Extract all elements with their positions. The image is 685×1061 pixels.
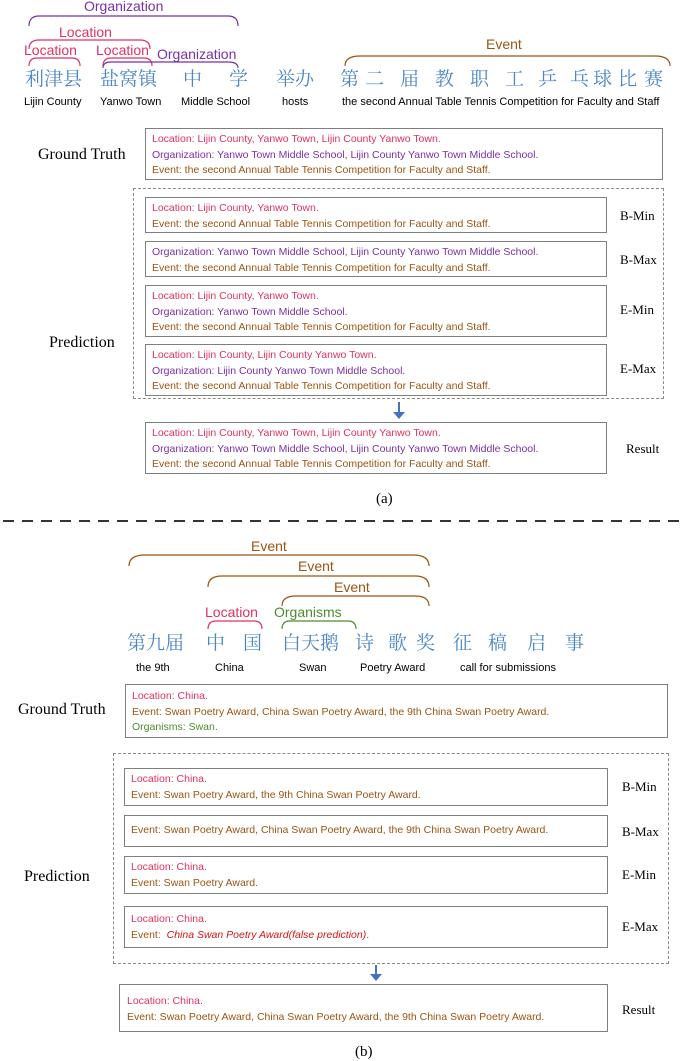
tag-emin: E-Min (622, 867, 656, 882)
cjk-token: 盐窝镇 (100, 68, 158, 90)
cjk-token: 二 (365, 68, 385, 90)
event-line: Event: Swan Poetry Award, China Swan Poetry Award, the 9th China Swan Poetry Award. (131, 824, 549, 837)
location-line: Location: China. (127, 995, 203, 1007)
cjk-token: 奖 (416, 632, 436, 654)
cjk-token: 事 (565, 632, 585, 654)
cjk-token: 征 (453, 632, 473, 654)
ground-truth-label: Ground Truth (38, 146, 126, 163)
ground-truth-box (145, 128, 663, 180)
organisms-line: Organisms: Swan. (132, 721, 218, 733)
event-line: Event: the second Annual Table Tennis Competition for Faculty and Staff. (152, 164, 491, 176)
cjk-token: 学 (229, 68, 249, 90)
ground-truth-box (125, 684, 668, 738)
cjk-token: 球 (593, 68, 613, 90)
cjk-token: 歌 (388, 632, 408, 654)
label-event-3: Event (334, 579, 370, 595)
cjk-token: 白天鹅 (282, 632, 340, 654)
location-line: Location: Lijin County, Yanwo Town, Lijin County Yanwo Town. (152, 427, 441, 439)
gloss: China (215, 662, 244, 674)
tag-bmin: B-Min (622, 779, 657, 794)
tag-bmax: B-Max (620, 252, 657, 267)
gloss: Yanwo Town (100, 96, 162, 108)
label-event: Event (486, 36, 522, 52)
emin-box (145, 285, 607, 337)
gloss: call for submissions (460, 662, 556, 674)
organization-line: Organization: Yanwo Town Middle School, Lijin County Yanwo Town Middle School. (152, 148, 539, 161)
event-prefix: Event: (131, 928, 167, 941)
cjk-token: 第 (340, 68, 360, 90)
bmax-box (124, 815, 608, 847)
cjk-token: 职 (470, 68, 490, 90)
cjk-token: 诗 (355, 632, 375, 654)
tag-bmax: B-Max (622, 824, 659, 839)
organization-line: Organization: Yanwo Town Middle School. (152, 305, 348, 318)
result-box (145, 422, 607, 474)
arrow-down-icon (370, 974, 382, 981)
label-event-2: Event (298, 558, 334, 574)
cjk-token: 乓 (570, 68, 590, 90)
tag-result: Result (626, 441, 660, 456)
label-organization-inner: Organization (157, 46, 237, 62)
gloss: the second Annual Table Tennis Competition for Faculty and Staff (342, 96, 660, 108)
bmax-box (145, 241, 607, 277)
tag-emax: E-Max (620, 361, 657, 376)
event-line: Event: Swan Poetry Award. (131, 876, 259, 889)
caption-b: (b) (355, 1044, 373, 1060)
prediction-label: Prediction (49, 334, 115, 351)
cjk-token: 比 (618, 68, 638, 90)
label-location-outer: Location (59, 24, 112, 40)
cjk-token: 稿 (488, 632, 508, 654)
cjk-token: 中 (206, 632, 226, 654)
location-line: Location: China. (131, 913, 207, 925)
location-line: Location: Lijin County, Yanwo Town. (152, 202, 319, 214)
location-line: Location: China. (131, 861, 207, 873)
event-line: Event: the second Annual Table Tennis Competition for Faculty and Staff. (152, 261, 491, 274)
location-line: Location: China. (132, 690, 208, 702)
event-line (131, 928, 607, 944)
tag-result: Result (622, 1002, 656, 1017)
location-line: Location: China. (131, 773, 207, 785)
tag-emax: E-Max (622, 919, 659, 934)
label-location: Location (205, 604, 258, 620)
result-box (119, 984, 608, 1032)
arrow-down-icon (393, 412, 405, 419)
ground-truth-label: Ground Truth (18, 701, 106, 718)
caption-a: (a) (376, 491, 393, 507)
cjk-token: 第九届 (127, 632, 185, 654)
event-line: Event: the second Annual Table Tennis Competition for Faculty and Staff. (152, 321, 491, 333)
bmin-box (124, 768, 608, 806)
location-line: Location: Lijin County, Yanwo Town. (152, 290, 319, 302)
organization-line: Organization: Yanwo Town Middle School, Lijin County Yanwo Town Middle School. (152, 246, 539, 258)
cjk-token: 中 (183, 68, 203, 90)
event-line: Event: Swan Poetry Award, China Swan Poetry Award, the 9th China Swan Poetry Award. (127, 1010, 545, 1023)
cjk-token: 国 (243, 632, 263, 654)
label-organisms: Organisms (274, 604, 342, 620)
bracket-event-1 (129, 555, 429, 566)
gloss: Lijin County (24, 96, 82, 108)
gloss: Poetry Award (360, 662, 426, 674)
false-prediction: China Swan Poetry Award(false prediction) (166, 928, 367, 941)
tag-emin: E-Min (620, 302, 654, 317)
label-location-2: Location (96, 42, 149, 58)
cjk-token: 举办 (276, 68, 315, 90)
organization-line: Organization: Lijin County Yanwo Town Middle School. (152, 364, 406, 377)
cjk-token: 教 (435, 68, 455, 90)
event-suffix: . (366, 928, 370, 941)
organization-line: Organization: Yanwo Town Middle School, Lijin County Yanwo Town Middle School. (152, 442, 539, 455)
label-location-1: Location (24, 42, 77, 58)
label-event-1: Event (251, 538, 287, 554)
cjk-token: 利津县 (25, 68, 83, 90)
event-line: Event: Swan Poetry Award, China Swan Poetry Award, the 9th China Swan Poetry Award. (132, 705, 550, 718)
gloss: hosts (282, 96, 309, 108)
bracket-event-2 (208, 576, 429, 587)
cjk-token: 届 (400, 68, 420, 90)
emax-box (124, 906, 608, 948)
prediction-label: Prediction (24, 868, 90, 885)
label-organization-outer: Organization (84, 0, 164, 14)
cjk-token: 工 (505, 68, 525, 90)
gloss: the 9th (136, 662, 170, 674)
event-line: Event: the second Annual Table Tennis Competition for Faculty and Staff. (152, 458, 491, 470)
gloss: Middle School (181, 96, 251, 108)
cjk-token: 启 (527, 632, 547, 654)
location-line: Location: Lijin County, Yanwo Town, Lijin County Yanwo Town. (152, 133, 441, 145)
bmin-box (145, 197, 607, 233)
gloss: Swan (299, 662, 327, 674)
emin-box (124, 856, 608, 894)
cjk-token: 乒 (538, 68, 558, 90)
event-line: Event: Swan Poetry Award, the 9th China Swan Poetry Award. (131, 788, 421, 801)
tag-bmin: B-Min (620, 208, 655, 223)
emax-box (145, 344, 607, 396)
location-line: Location: Lijin County, Lijin County Yanwo Town. (152, 349, 377, 361)
cjk-token: 赛 (644, 68, 664, 90)
event-line: Event: the second Annual Table Tennis Competition for Faculty and Staff. (152, 380, 491, 392)
event-line: Event: the second Annual Table Tennis Competition for Faculty and Staff. (152, 217, 491, 230)
